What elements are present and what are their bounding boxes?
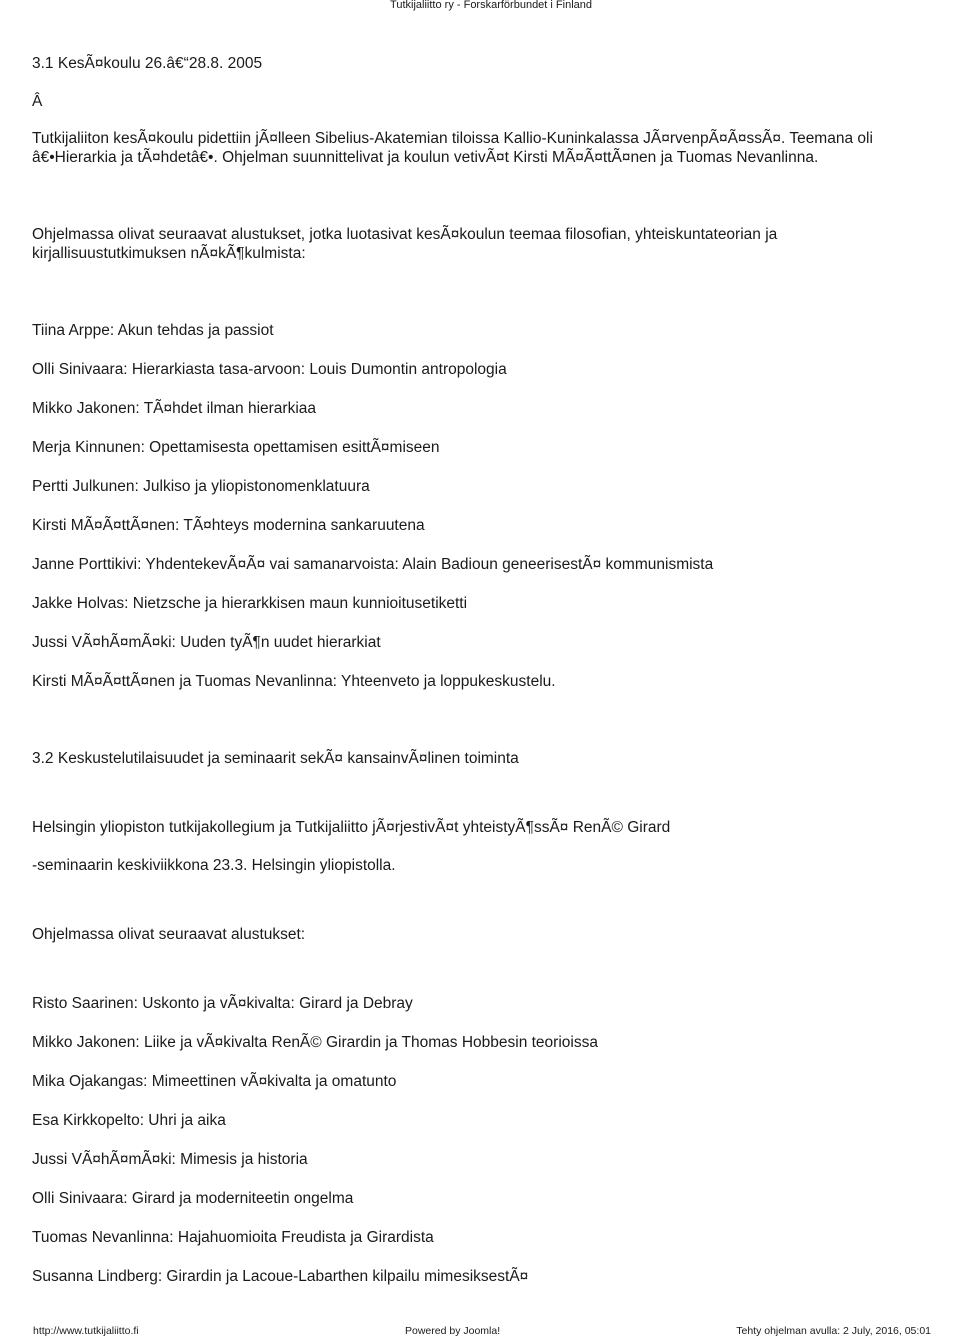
intro-line-2: â€•Hierarkia ja tÃ¤hdetâ€•. Ohjelman suunnittelivat ja koulun vetivÃ¤t Kirsti MÃ¤Ã¤ttÃ¤nen ja Tuomas Nevanlinna. — [32, 149, 819, 166]
section-3-2-heading: 3.2 Keskustelutilaisuudet ja seminaarit sekÃ¤ kansainvÃ¤linen toiminta — [32, 750, 519, 767]
document-body — [32, 54, 932, 1286]
section-3-1-heading: 3.1 KesÃ¤koulu 26.â€“28.8. 2005 — [32, 55, 263, 72]
talk-item: Tuomas Nevanlinna: Hajahuomioita Freudista ja Girardista — [32, 1229, 434, 1246]
talk-item: Mikko Jakonen: Liike ja vÃ¤kivalta RenÃ© Girardin ja Thomas Hobbesin teorioissa — [32, 1034, 598, 1051]
program-intro-line-1: Ohjelmassa olivat seuraavat alustukset, jotka luotasivat kesÃ¤koulun teemaa filosofian, yhteiskuntateorian ja — [32, 226, 778, 243]
talk-item: Mika Ojakangas: Mimeettinen vÃ¤kivalta ja omatunto — [32, 1073, 397, 1090]
talk-item: Merja Kinnunen: Opettamisesta opettamisen esittÃ¤miseen — [32, 439, 440, 456]
site-header-title: Tutkijaliitto ry - Forskarförbundet i Finland — [390, 0, 592, 11]
talk-item: Risto Saarinen: Uskonto ja vÃ¤kivalta: Girard ja Debray — [32, 995, 413, 1012]
talk-item: Jussi VÃ¤hÃ¤mÃ¤ki: Mimesis ja historia — [32, 1151, 308, 1168]
footer-url-link[interactable]: http://www.tutkijaliitto.fi — [33, 1325, 139, 1337]
talk-item: Kirsti MÃ¤Ã¤ttÃ¤nen: TÃ¤hteys modernina sankaruutena — [32, 517, 425, 534]
footer-generated-date: Tehty ohjelman avulla: 2 July, 2016, 05:01 — [736, 1325, 931, 1337]
program-intro-line-2: kirjallisuustutkimuksen nÃ¤kÃ¶kulmista: — [32, 245, 306, 262]
talk-item: Pertti Julkunen: Julkiso ja yliopistonomenklatuura — [32, 478, 370, 495]
talk-item: Mikko Jakonen: TÃ¤hdet ilman hierarkiaa — [32, 400, 317, 417]
talk-item: Kirsti MÃ¤Ã¤ttÃ¤nen ja Tuomas Nevanlinna: Yhteenveto ja loppukeskustelu. — [32, 673, 556, 690]
event-line-2: -seminaarin keskiviikkona 23.3. Helsingin yliopistolla. — [32, 857, 396, 874]
talk-item: Esa Kirkkopelto: Uhri ja aika — [32, 1112, 226, 1129]
talk-item: Olli Sinivaara: Hierarkiasta tasa-arvoon: Louis Dumontin antropologia — [32, 361, 507, 378]
talk-item: Tiina Arppe: Akun tehdas ja passiot — [32, 322, 274, 339]
talk-item: Olli Sinivaara: Girard ja moderniteetin ongelma — [32, 1190, 354, 1207]
talk-item: Jakke Holvas: Nietzsche ja hierarkkisen maun kunnioitusetiketti — [32, 595, 468, 612]
program-intro: Ohjelmassa olivat seuraavat alustukset: — [32, 926, 306, 943]
footer-powered-by: Powered by Joomla! — [405, 1325, 501, 1337]
stray-character: Â — [32, 93, 43, 110]
talk-item: Susanna Lindberg: Girardin ja Lacoue-Labarthen kilpailu mimesiksestÃ¤ — [32, 1268, 529, 1285]
intro-line-1: Tutkijaliiton kesÃ¤koulu pidettiin jÃ¤lleen Sibelius-Akatemian tiloissa Kallio-Kuninkalassa JÃ¤rvenpÃ¤Ã¤ssÃ¤. Teemana oli — [32, 130, 873, 147]
talk-item: Jussi VÃ¤hÃ¤mÃ¤ki: Uuden tyÃ¶n uudet hierarkiat — [32, 634, 381, 651]
page-footer — [0, 1325, 960, 1337]
talk-item: Janne Porttikivi: YhdentekevÃ¤Ã¤ vai samanarvoista: Alain Badioun geneerisestÃ¤ kommunismista — [32, 556, 714, 573]
event-line-1: Helsingin yliopiston tutkijakollegium ja Tutkijaliitto jÃ¤rjestivÃ¤t yhteistyÃ¶ssÃ¤ RenÃ© Girard — [32, 819, 671, 836]
